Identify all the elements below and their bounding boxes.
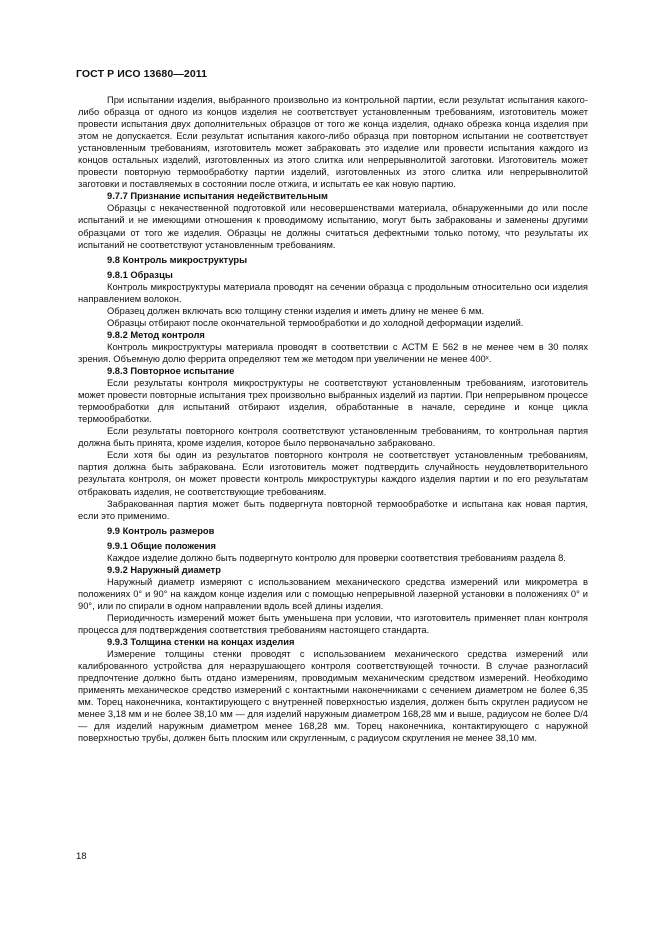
page-number: 18 [76, 851, 87, 862]
document-body [78, 94, 588, 744]
document-header: ГОСТ Р ИСО 13680—2011 [76, 68, 208, 80]
section-heading: 9.8.2 Метод контроля [107, 329, 205, 340]
paragraph: Образцы с некачественной подготовкой или несовершенствами материала, обнаруженными до или после испытаний и не имеющими отношения к проводимому испытанию, могут быть забракованы и заменены другими образцами от того же изделия. Образцы не должны считаться дефектными только потому, что результаты их испытаний не соответствуют установленным требованиям. [78, 203, 588, 250]
paragraph: Если хотя бы один из результатов повторного контроля не соответствует установленным требованиям, партия должна быть забракована. Если изготовитель может подтвердить случайность неудовлетворительного результата контроля, он может провести контроль микроструктуры каждого изделия партии и по его результатам отбраковать изделия, не соответствующие требованиям. [78, 450, 588, 497]
paragraph: Каждое изделие должно быть подвергнуто контролю для проверки соответствия требованиям раздела 8. [107, 552, 566, 563]
paragraph: Образцы отбирают после окончательной термообработки и до холодной деформации изделий. [107, 317, 524, 328]
section-heading: 9.7.7 Признание испытания недействительным [107, 191, 328, 202]
paragraph: Если результаты контроля микроструктуры не соответствуют установленным требованиям, изготовитель может провести повторные испытания трех произвольно выбранных изделий из партии. При непрерывном процессе термообработки для испытаний отбирают изделия, обработанные в начале, середине и конце цикла термообработки. [78, 378, 588, 425]
paragraph: Измерение толщины стенки проводят с использованием механического средства измерений или калиброванного устройства для неразрушающего контроля соответствующей точности. В случае разногласий предпочтение должно быть отдано измерениям, проводимым механическим средством измерений. Необходимо применять механическое средство измерений с контактными наконечниками с сечением диаметром не более 6,35 мм. Торец наконечника, контактирующего с внутренней поверхностью изделия, должен быть скруглен радиусом не менее 3,18 мм и не более 38,10 мм — для изделий наружным диаметром 168,28 мм и выше, радиусом не более D/4 — для изделий наружным диаметром менее 168,28 мм. Торец наконечника, контактирующего с наружной поверхностью трубы, должен быть плоским или скругленным, с радиусом скругления не менее 38,10 мм. [78, 649, 588, 744]
paragraph: Наружный диаметр измеряют с использованием механического средства измерений или микрометра в положениях 0° и 90° на каждом конце изделия или с помощью непрерывной лазерной установки в положениях 0° и 90°, или по спирали в одном направлении вдоль всей длины изделия. [78, 576, 588, 611]
paragraph: Контроль микроструктуры материала проводят на сечении образца с продольным относительно оси изделия направлением волокон. [78, 281, 588, 304]
section-heading: 9.8.3 Повторное испытание [107, 366, 235, 377]
paragraph: Образец должен включать всю толщину стенки изделия и иметь длину не менее 6 мм. [107, 305, 485, 316]
paragraph: Забракованная партия может быть подвергнута повторной термообработке и испытана как новая партия, если это применимо. [78, 498, 588, 521]
paragraph: При испытании изделия, выбранного произвольно из контрольной партии, если результат испытания какого-либо образца от одного из концов изделия не соответствует установленным требованиям, изготовитель может провести испытания двух дополнительных образцов от того же конца изделия, однако обрезка конца изделия при этом не допускается. Если результат испытания какого-либо образца при повторном испытании не соответствует установленным требованиям, изготовитель может забраковать это изделие или провести испытания каждого из концов остальных изделий, изготовленных из этого слитка или непрерывнолитой заготовки. Изготовитель может провести повторную термообработку партии изделий, изготовленных из этого слитка или непрерывнолитой заготовки и поставляемых в состоянии после отжига, и испытать ее как новую партию. [78, 95, 588, 190]
section-heading: 9.9.1 Общие положения [107, 540, 216, 551]
section-heading: 9.9.3 Толщина стенки на концах изделия [107, 637, 295, 648]
section-heading: 9.9.2 Наружный диаметр [107, 564, 221, 575]
section-heading: 9.8 Контроль микроструктуры [107, 254, 248, 265]
paragraph: Периодичность измерений может быть уменьшена при условии, что изготовитель применяет план контроля процесса для подтверждения соответствия требованиям настоящего стандарта. [78, 612, 588, 636]
paragraph: Если результаты повторного контроля соответствуют установленным требованиям, то контрольная партия должна быть принята, кроме изделия, которое было первоначально забраковано. [78, 426, 588, 449]
section-heading: 9.8.1 Образцы [107, 269, 173, 280]
paragraph: Контроль микроструктуры материала проводят в соответствии с АСТМ Е 562 в не менее чем в 30 полях зрения. Объемную долю феррита определяют тем же методом при увеличении не менее 400ˣ. [78, 341, 588, 364]
section-heading: 9.9 Контроль размеров [107, 525, 215, 536]
